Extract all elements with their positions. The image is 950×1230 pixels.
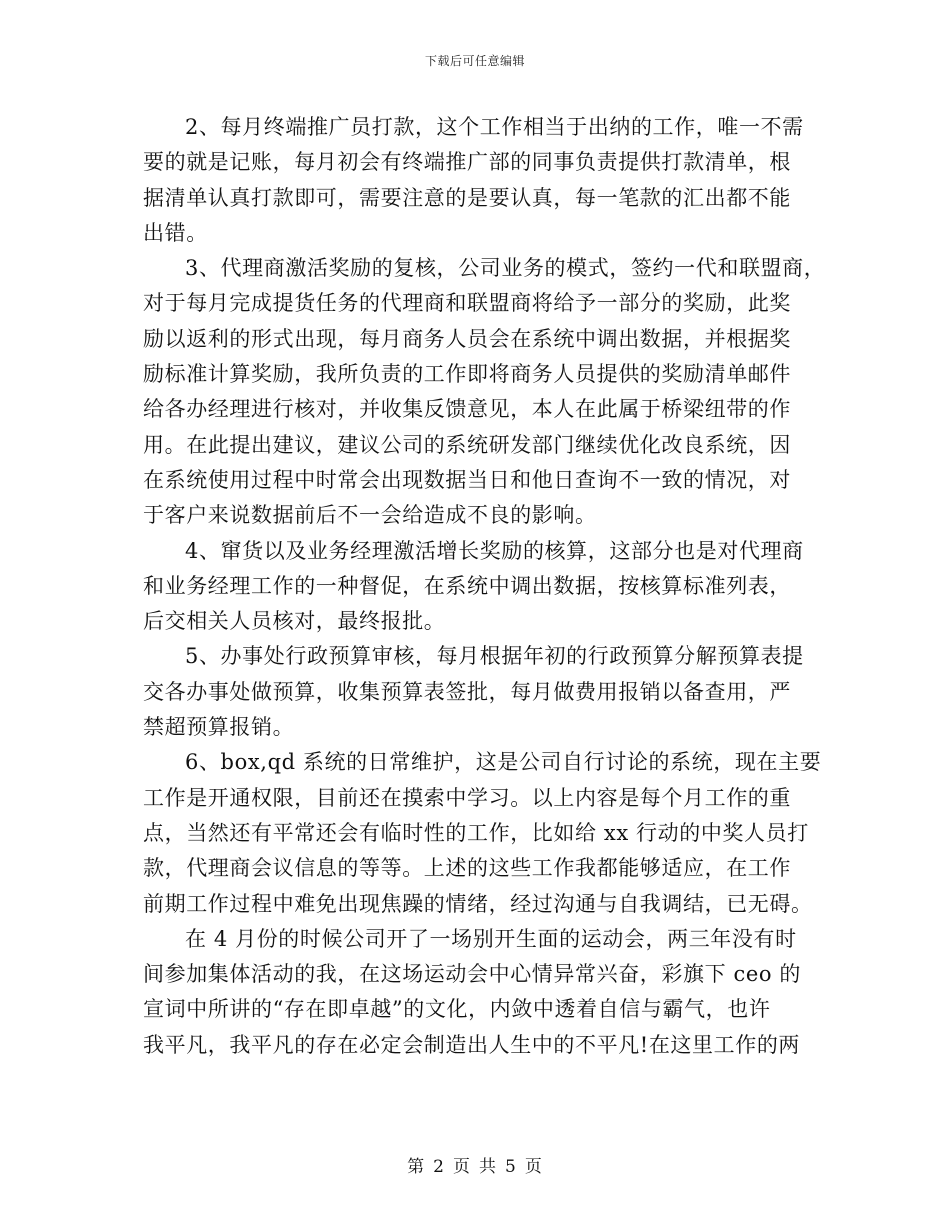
text-line: 据清单认真打款即可，需要注意的是要认真，每一笔款的汇出都不能 — [143, 185, 791, 210]
text-line: 点，当然还有平常还会有临时性的工作，比如给 xx 行动的中奖人员打 — [143, 820, 809, 845]
text-line: 禁超预算报销。 — [143, 715, 295, 740]
text-line: 于客户来说数据前后不一会给造成不良的影响。 — [143, 503, 597, 528]
text-line: 给各办经理进行核对，并收集反馈意见，本人在此属于桥梁纽带的作 — [143, 397, 791, 422]
text-line: 前期工作过程中难免出现焦躁的情绪，经过沟通与自我调结，已无碍。 — [143, 891, 813, 916]
text-line: 2、每月终端推广员打款，这个工作相当于出纳的工作，唯一不需 — [185, 115, 804, 139]
text-line: 工作是开通权限，目前还在摸索中学习。以上内容是每个月工作的重 — [143, 785, 791, 810]
text-line: 对于每月完成提货任务的代理商和联盟商将给予一部分的奖励，此奖 — [143, 291, 791, 316]
text-line: 在系统使用过程中时常会出现数据当日和他日查询不一致的情况，对 — [143, 467, 791, 492]
text-line: 5、办事处行政预算审核，每月根据年初的行政预算分解预算表提 — [185, 644, 804, 669]
page-total: 5 — [505, 1157, 517, 1177]
page-header: 下载后可任意编辑 — [424, 54, 525, 68]
footer-page-word: 页 — [453, 1157, 471, 1177]
text-line: 后交相关人员核对，最终报批。 — [143, 609, 446, 634]
footer-total-prefix: 共 — [479, 1157, 497, 1177]
footer-prefix: 第 — [407, 1157, 426, 1177]
text-line: 宣词中所讲的“存在即卓越”的文化，内敛中透着自信与霸气，也许 — [143, 997, 771, 1022]
text-line: 和业务经理工作的一种督促，在系统中调出数据，按核算标准列表， — [143, 573, 791, 598]
text-line: 我平凡，我平凡的存在必定会制造出人生中的不平凡!在这里工作的两 — [143, 1032, 801, 1057]
page-number: 2 — [433, 1157, 445, 1177]
text-line: 要的就是记账，每月初会有终端推广部的同事负责提供打款清单，根 — [143, 150, 791, 175]
text-line: 款，代理商会议信息的等等。上述的这些工作我都能够适应，在工作 — [143, 856, 791, 881]
text-line: 间参加集体活动的我，在这场运动会中心情异常兴奋，彩旗下 ceo 的 — [143, 962, 801, 987]
text-line: 6、box,qd 系统的日常维护，这是公司自行讨论的系统，现在主要 — [185, 750, 822, 775]
text-line: 用。在此提出建议，建议公司的系统研发部门继续优化改良系统，因 — [143, 432, 791, 457]
text-line: 交各办事处做预算，收集预算表签批，每月做费用报销以备查用，严 — [143, 679, 791, 704]
footer-suffix: 页 — [524, 1157, 543, 1177]
text-line: 励标准计算奖励，我所负责的工作即将商务人员提供的奖励清单邮件 — [143, 362, 791, 387]
text-line: 励以返利的形式出现，每月商务人员会在系统中调出数据，并根据奖 — [143, 326, 791, 351]
text-line: 出错。 — [143, 220, 208, 245]
document-body — [143, 110, 826, 1063]
page-footer — [0, 1152, 950, 1177]
text-line: 3、代理商激活奖励的复核，公司业务的模式，签约一代和联盟商， — [185, 256, 826, 281]
text-line: 4、窜货以及业务经理激活增长奖励的核算，这部分也是对代理商 — [185, 538, 804, 563]
text-line: 在 4 月份的时候公司开了一场别开生面的运动会，两三年没有时 — [185, 926, 797, 951]
